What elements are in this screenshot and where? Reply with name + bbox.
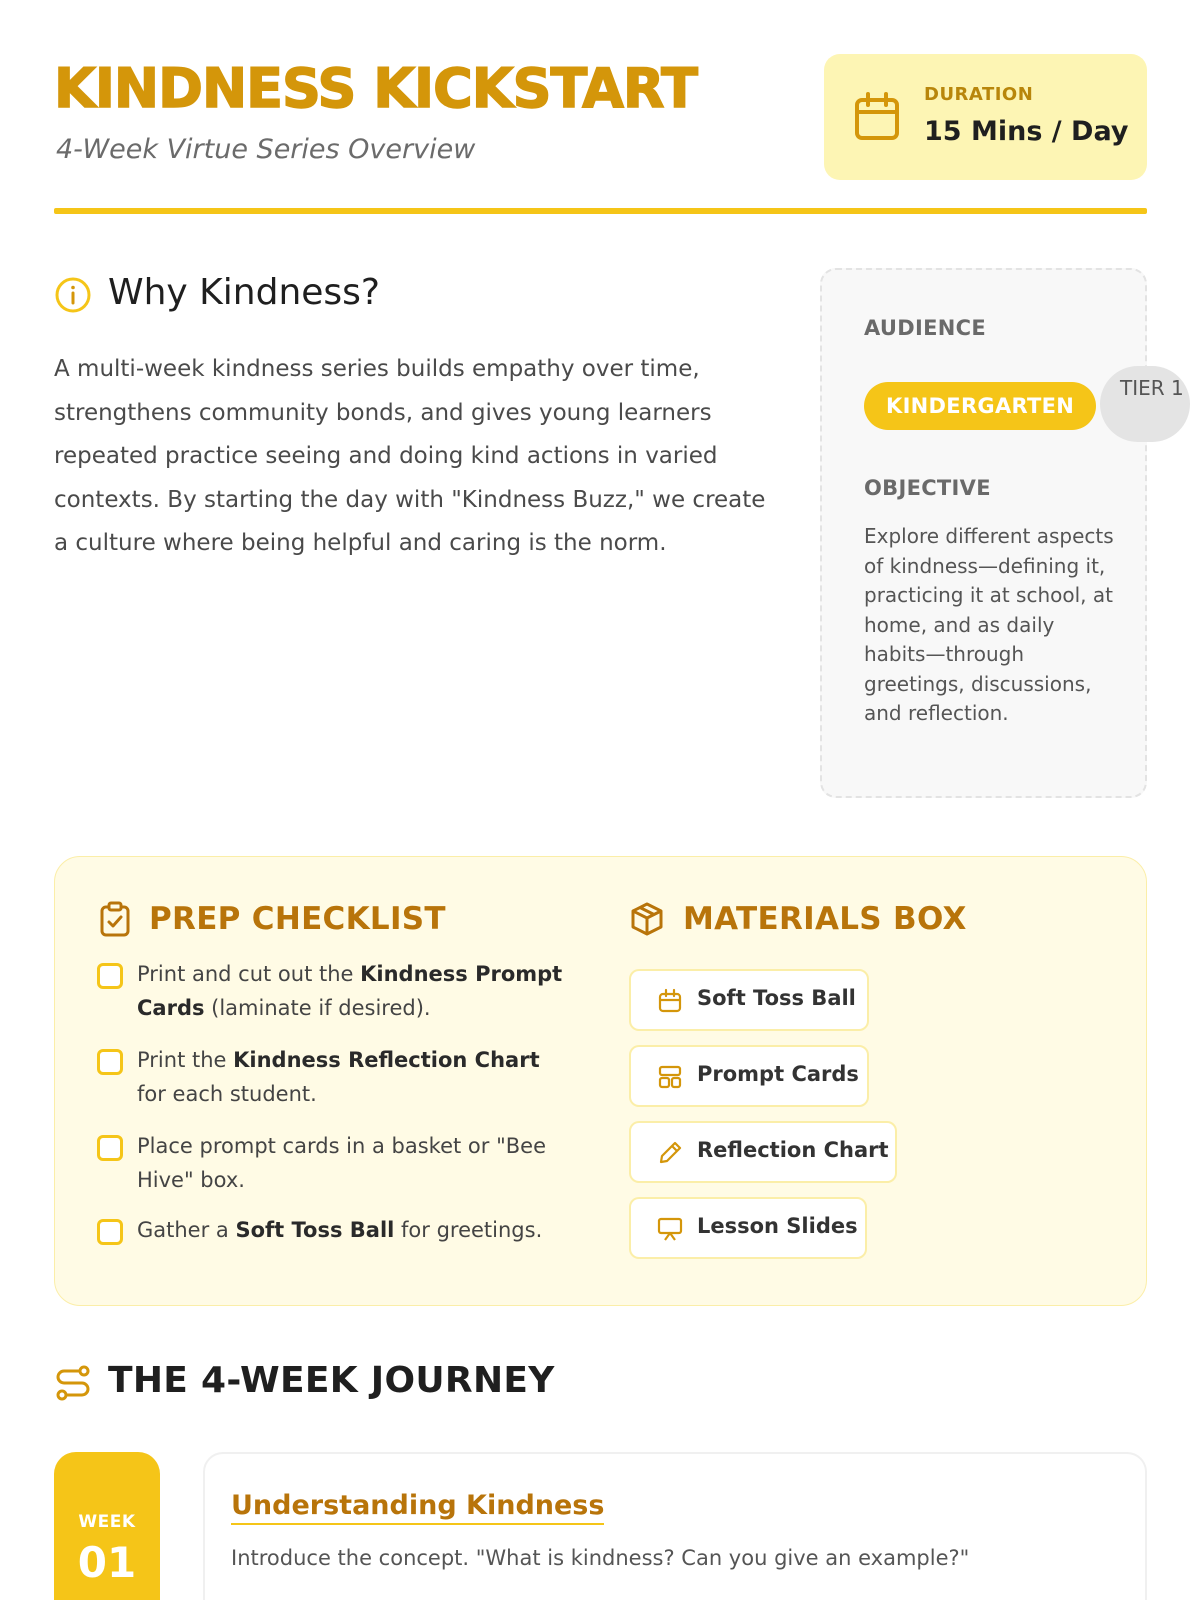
checklist-item-text: Print and cut out the Kindness Prompt Cards (laminate if desired). bbox=[137, 962, 563, 1020]
material-chip[interactable] bbox=[629, 1045, 869, 1107]
audience-badge: KINDERGARTEN bbox=[864, 382, 1096, 430]
week-label: WEEK bbox=[78, 1512, 136, 1532]
audience-label: AUDIENCE bbox=[864, 316, 986, 340]
page-header bbox=[54, 52, 1147, 212]
package-icon bbox=[629, 901, 665, 937]
clipboard-check-icon bbox=[97, 901, 133, 937]
week-number: 01 bbox=[77, 1538, 137, 1587]
checkbox[interactable] bbox=[97, 1219, 123, 1245]
route-icon bbox=[54, 1364, 92, 1402]
duration-label: DURATION bbox=[924, 84, 1034, 105]
checklist-item-text: Print the Kindness Reflection Chart for each student. bbox=[137, 1048, 540, 1106]
calendar-icon bbox=[657, 988, 683, 1014]
journey-heading: THE 4-WEEK JOURNEY bbox=[108, 1360, 555, 1401]
week-card bbox=[203, 1452, 1147, 1600]
prep-materials-panel bbox=[54, 856, 1147, 1306]
why-heading: Why Kindness? bbox=[108, 272, 381, 313]
layout-icon bbox=[657, 1064, 683, 1090]
material-label: Soft Toss Ball bbox=[697, 986, 856, 1010]
checklist-item-text: Place prompt cards in a basket or "Bee Hive" box. bbox=[137, 1134, 546, 1192]
checkbox[interactable] bbox=[97, 1049, 123, 1075]
objective-label: OBJECTIVE bbox=[864, 476, 991, 500]
duration-card bbox=[824, 54, 1147, 180]
duration-value: 15 Mins / Day bbox=[924, 116, 1129, 147]
week-title[interactable]: Understanding Kindness bbox=[231, 1490, 604, 1525]
objective-text: Explore different aspects of kindness—defining it, practicing it at school, at home, and as daily habits—through greetings, discussions, and reflection. bbox=[864, 524, 1114, 725]
material-chip[interactable] bbox=[629, 1121, 897, 1183]
checkbox[interactable] bbox=[97, 963, 123, 989]
material-label: Lesson Slides bbox=[697, 1214, 858, 1238]
prep-checklist-heading: PREP CHECKLIST bbox=[149, 901, 446, 937]
material-chip[interactable] bbox=[629, 1197, 867, 1259]
calendar-icon bbox=[854, 92, 900, 142]
material-label: Prompt Cards bbox=[697, 1062, 859, 1086]
week-badge bbox=[54, 1452, 160, 1600]
why-paragraph: A multi-week kindness series builds empathy over time, strengthens community bonds, and gives young learners repeated practice seeing and doing kind actions in varied contexts. By starting the day with "Kindness Buzz," we create a culture where being helpful and caring is the norm. bbox=[54, 356, 766, 556]
page-title: KINDNESS KICKSTART bbox=[54, 57, 697, 120]
tier-badge: TIER 1 bbox=[1100, 366, 1190, 442]
material-chip[interactable] bbox=[629, 969, 869, 1031]
pencil-icon bbox=[657, 1140, 683, 1166]
week-description: Introduce the concept. "What is kindness? Can you give an example?" bbox=[231, 1546, 970, 1570]
checkbox[interactable] bbox=[97, 1135, 123, 1161]
info-icon bbox=[54, 276, 92, 314]
page-subtitle: 4-Week Virtue Series Overview bbox=[56, 134, 476, 165]
checklist-item-text: Gather a Soft Toss Ball for greetings. bbox=[137, 1218, 543, 1242]
audience-objective-card bbox=[820, 268, 1147, 798]
header-divider bbox=[54, 208, 1147, 214]
material-label: Reflection Chart bbox=[697, 1138, 889, 1162]
materials-box-heading: MATERIALS BOX bbox=[683, 901, 967, 937]
presentation-icon bbox=[657, 1216, 683, 1242]
